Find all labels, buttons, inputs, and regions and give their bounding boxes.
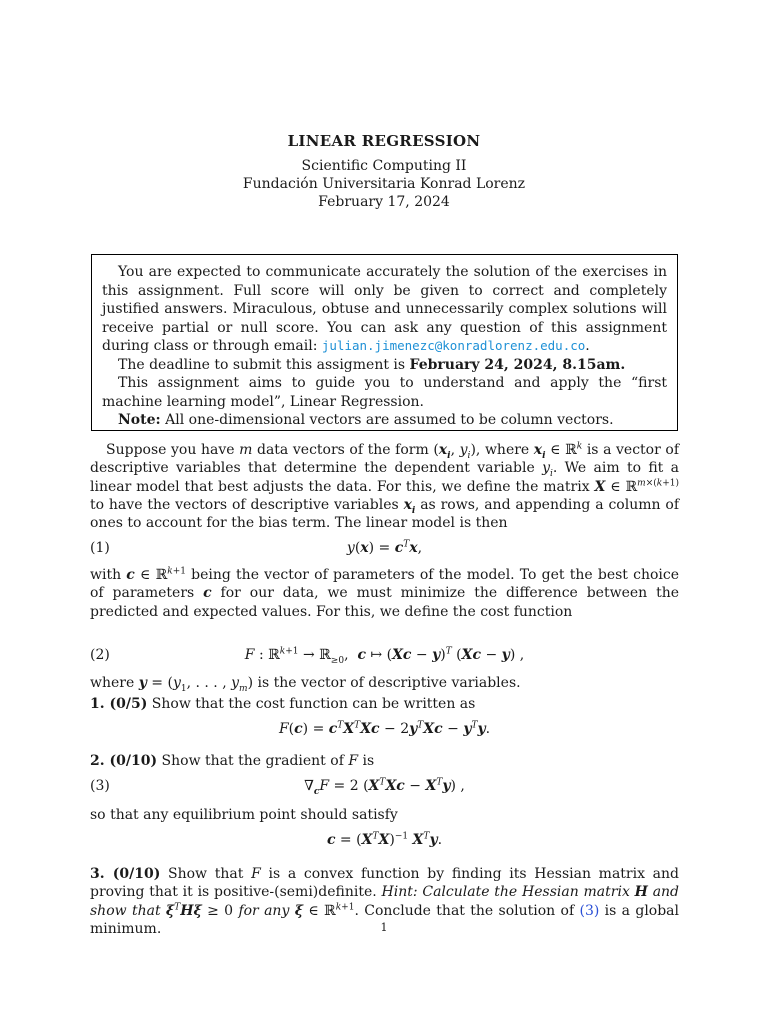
email-link[interactable]: julian.jimenezc@konradlorenz.edu.co bbox=[321, 338, 586, 353]
vector-definition: where $y = (y_1$, . . . , $y_m$) is the vector of descriptive variables. bbox=[90, 675, 521, 694]
equation-body: $F(c) = c^TX^TXc - 2y^TXc - y^Ty$. bbox=[278, 720, 491, 737]
equation-2 bbox=[90, 647, 679, 669]
cost-intro-paragraph: with c ∈ ℝ$^{k+1}$ being the vector of parameters of the model. To get the best choice of parameters c for our data, we must minimize the difference between the predicted and expected values. For this, we define the cost function bbox=[90, 566, 679, 620]
equation-body: $y(x) = c^Tx$, bbox=[346, 539, 423, 556]
equation-body: $\nabla_cF = 2$ $(X^TXc - X^Ty)$ , bbox=[304, 777, 465, 797]
equilibrium-text: so that any equilibrium point should satisfy bbox=[90, 807, 398, 823]
deadline-paragraph: The deadline to submit this assigment is February 24, 2024, 8.15am. bbox=[118, 356, 626, 373]
problem-3-label: 3. (0/10) bbox=[90, 866, 161, 882]
note-paragraph: Note: All one-dimensional vectors are assumed to be column vectors. bbox=[118, 412, 614, 428]
problem-2-label: 2. (0/10) bbox=[90, 753, 158, 769]
equation-number: (3) bbox=[90, 778, 110, 794]
equation-body: $c = (X^TX)^{-1}$ $X^Ty$. bbox=[326, 831, 443, 848]
aim-paragraph: This assignment aims to guide you to understand and apply the “first machine learning model”, Linear Regression. bbox=[102, 375, 667, 410]
equation-body: F : ℝ$^{k+1}$ → ℝ$_{\ge 0}$, c ↦ $(Xc - y)^T$ (Xc − y) , bbox=[244, 646, 525, 666]
course-name: Scientific Computing II bbox=[301, 158, 467, 174]
equation-number: (1) bbox=[90, 540, 110, 556]
problem-2: 2. (0/10) Show that the gradient of F is bbox=[90, 753, 375, 769]
cost-expansion-equation bbox=[90, 721, 679, 743]
equilibrium-equation bbox=[90, 832, 679, 854]
problem-1: 1. (0/5) Show that the cost function can be written as bbox=[90, 696, 476, 712]
instructions-paragraph: You are expected to communicate accurately the solution of the exercises in this assignment. Full score will only be given to correct and completely justified answers. Miraculous, obtuse and unnecessarily complex solutions will receive partial or null score. You can ask any question of this assignment during class or through email: julian.jimenezc@konradlorenz.edu.co. bbox=[102, 264, 667, 354]
document-date: February 17, 2024 bbox=[318, 194, 450, 210]
problem-1-label: 1. (0/5) bbox=[90, 696, 148, 712]
instructions-box bbox=[91, 254, 678, 431]
page-number: 1 bbox=[380, 921, 388, 934]
equation-3-reference[interactable]: (3) bbox=[579, 902, 600, 919]
intro-paragraph: Suppose you have m data vectors of the form ($x_i$, $y_i$), where $x_i$ ∈ ℝ$^k$ is a vector of descriptive variables that determine the dependent variable $y_i$. We aim to fit a linear model that best adjusts the data. For this, we define the matrix X ∈ ℝ$^{m\times(k+1)}$ to have the vectors of descriptive variables $x_i$ as rows, and appending a column of ones to account for the bias term. The linear model is then bbox=[90, 441, 680, 532]
document-title: LINEAR REGRESSION bbox=[287, 132, 481, 150]
equation-3 bbox=[90, 778, 679, 800]
institution-name: Fundación Universitaria Konrad Lorenz bbox=[242, 176, 526, 192]
equation-number: (2) bbox=[90, 647, 110, 663]
problem-3: 3. (0/10) Show that F is a convex function by finding its Hessian matrix and proving that it is positive-(semi)definite. Hint: Calculate the Hessian matrix H and show that $\xi^TH\xi \ge 0$ for any ξ ∈ ℝ$^{k+1}$. Conclude that the solution of (3) is a global minimum. bbox=[90, 866, 680, 937]
deadline-date: February 24, 2024, 8.15am. bbox=[409, 356, 626, 373]
equation-1 bbox=[90, 540, 679, 562]
